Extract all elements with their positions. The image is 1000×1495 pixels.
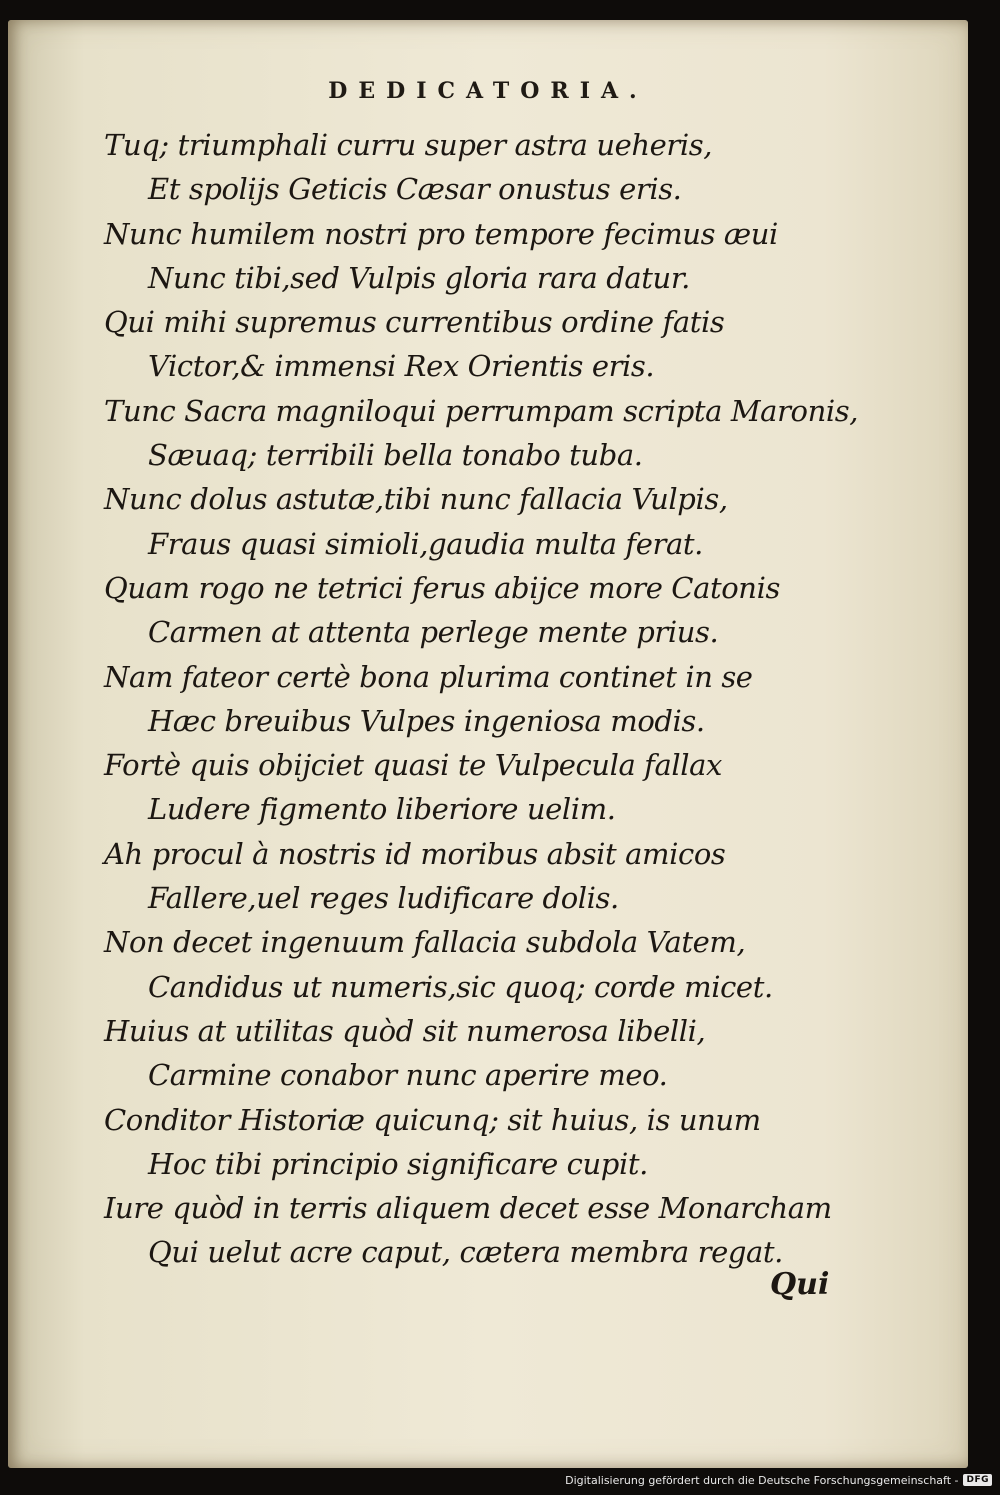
verse-line: Huius at utilitas quòd sit numerosa libelli, (104, 1013, 706, 1048)
verse-line: Carmine conabor nunc aperire meo. (148, 1058, 668, 1093)
verse-line: Nunc humilem nostri pro tempore fecimus æui (104, 216, 778, 251)
verse-line: Ludere figmento liberiore uelim. (148, 792, 616, 827)
verse-line: Conditor Historiæ quicunq; sit huius, is unum (104, 1102, 761, 1137)
verse-line: Nam fateor certè bona plurima continet in se (104, 659, 753, 694)
verse-line: Candidus ut numeris,sic quoq; corde micet. (148, 969, 773, 1004)
verse-line: Quam rogo ne tetrici ferus abijce more Catonis (104, 570, 780, 605)
verse-line: Carmen at attenta perlege mente prius. (148, 615, 719, 650)
verse-line: Tunc Sacra magniloqui perrumpam scripta Maronis, (104, 393, 859, 428)
book-page (8, 20, 968, 1468)
verse-line: Ah procul à nostris id moribus absit amicos (104, 836, 726, 871)
verse-line: Fraus quasi simioli,gaudia multa ferat. (148, 526, 703, 561)
digitization-credit (565, 1471, 992, 1489)
verse-line: Iure quòd in terris aliquem decet esse Monarcham (104, 1191, 832, 1226)
verse-line: Fallere,uel reges ludificare dolis. (148, 881, 619, 916)
verse-line: Qui mihi supremus currentibus ordine fatis (104, 305, 725, 340)
catchword: Qui (770, 1267, 830, 1302)
verse-line: Sæuaq; terribili bella tonabo tuba. (148, 438, 643, 473)
verse-line: Victor,& immensi Rex Orientis eris. (148, 349, 655, 384)
verse-line: Nunc dolus astutæ,tibi nunc fallacia Vulpis, (104, 482, 728, 517)
credit-text: Digitalisierung gefördert durch die Deutsche Forschungsgemeinschaft - (565, 1473, 959, 1487)
dfg-logo-icon: DFG (963, 1474, 992, 1486)
verse-line: Qui uelut acre caput, cætera membra regat. (148, 1235, 783, 1270)
verse-line: Nunc tibi,sed Vulpis gloria rara datur. (148, 260, 690, 295)
verse-line: Tuq; triumphali curru super astra ueheris, (104, 128, 713, 162)
page-header: DEDICATORIA. (328, 78, 648, 104)
verse-line: Et spolijs Geticis Cæsar onustus eris. (148, 172, 682, 207)
verse-list (104, 123, 859, 1275)
verse-line: Hoc tibi principio significare cupit. (148, 1146, 648, 1181)
verse-line: Fortè quis obijciet quasi te Vulpecula fallax (104, 748, 722, 783)
verse-line: Hæc breuibus Vulpes ingeniosa modis. (148, 703, 705, 738)
verse-line: Non decet ingenuum fallacia subdola Vatem, (104, 925, 746, 960)
